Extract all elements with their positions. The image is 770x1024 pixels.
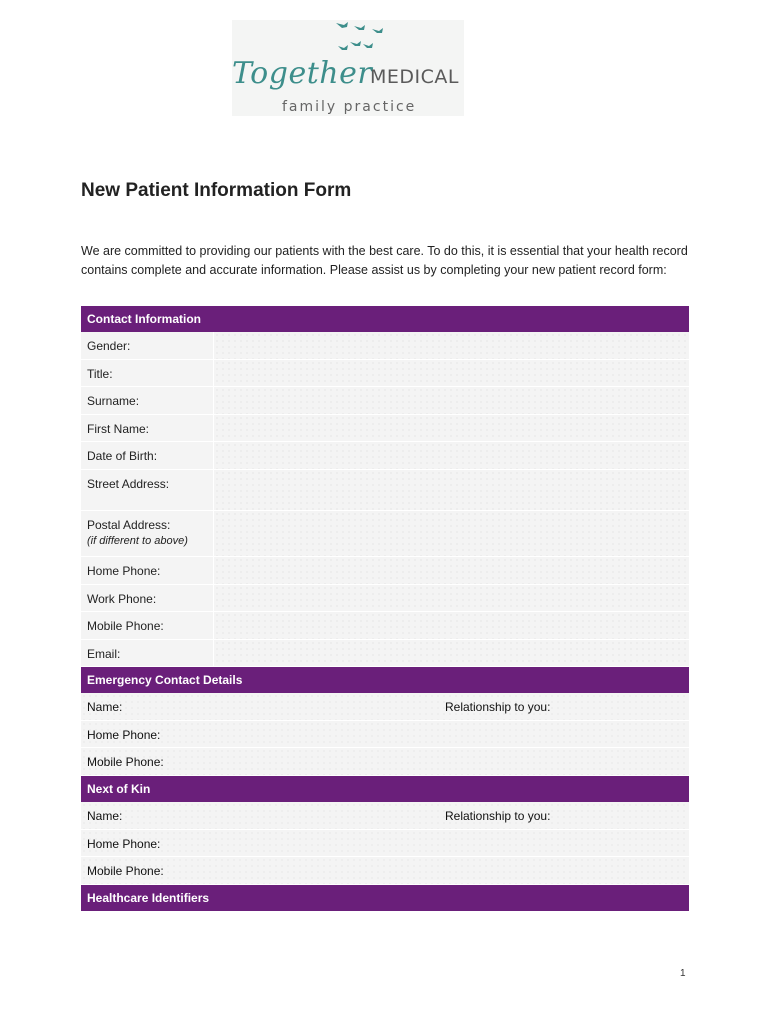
kin-mobile-phone-row[interactable] [81,857,689,885]
logo-brand: MEDICAL [370,66,459,88]
street-field[interactable] [214,470,689,510]
section-header-healthcare: Healthcare Identifiers [81,885,689,911]
postal-label-cell [81,511,214,556]
email-row [81,640,689,667]
postal-row [81,511,689,557]
emergency-name-row[interactable] [81,693,689,721]
street-row [81,470,689,511]
dob-row [81,442,689,470]
page-number: 1 [680,968,686,979]
birds-icon [332,20,402,54]
dob-field[interactable] [214,442,689,469]
home-phone-field[interactable] [214,557,689,584]
patient-form [81,306,689,911]
emergency-mobile-phone-row[interactable] [81,748,689,776]
surname-field[interactable] [214,387,689,414]
emergency-mobile-phone-label: Mobile Phone: [87,755,164,769]
gender-label: Gender: [81,332,214,359]
home-phone-row [81,557,689,585]
section-header-contact: Contact Information [81,306,689,332]
emergency-relationship-label: Relationship to you: [445,700,551,714]
emergency-home-phone-row[interactable] [81,721,689,748]
emergency-name-label: Name: [87,700,123,714]
work-phone-row [81,585,689,612]
surname-row [81,387,689,415]
page-title: New Patient Information Form [81,180,352,201]
street-label: Street Address: [81,470,214,510]
kin-name-row[interactable] [81,802,689,830]
work-phone-label: Work Phone: [81,585,214,611]
postal-note: (if different to above) [87,535,188,547]
email-field[interactable] [214,640,689,666]
gender-field[interactable] [214,332,689,359]
section-header-emergency: Emergency Contact Details [81,667,689,693]
postal-label: Postal Address: [87,518,171,532]
gender-row [81,332,689,360]
dob-label: Date of Birth: [81,442,214,469]
practice-logo [232,20,464,116]
mobile-phone-row [81,612,689,640]
first-name-label: First Name: [81,415,214,441]
home-phone-label: Home Phone: [81,557,214,584]
email-label: Email: [81,640,214,666]
first-name-row [81,415,689,442]
kin-home-phone-label: Home Phone: [87,837,161,851]
title-label: Title: [81,360,214,386]
kin-name-label: Name: [87,809,123,823]
first-name-field[interactable] [214,415,689,441]
intro-text: We are committed to providing our patients with the best care. To do this, it is essential that your health record contains complete and accurate information. Please assist us by completing your new patient record form: [81,244,688,277]
kin-home-phone-row[interactable] [81,830,689,857]
title-row [81,360,689,387]
section-header-kin: Next of Kin [81,776,689,802]
logo-subtitle: family practice [282,99,417,115]
work-phone-field[interactable] [214,585,689,611]
emergency-home-phone-label: Home Phone: [87,728,161,742]
kin-relationship-label: Relationship to you: [445,809,551,823]
kin-mobile-phone-label: Mobile Phone: [87,864,164,878]
mobile-phone-field[interactable] [214,612,689,639]
surname-label: Surname: [81,387,214,414]
logo-script: Together [232,56,373,91]
title-field[interactable] [214,360,689,386]
mobile-phone-label: Mobile Phone: [81,612,214,639]
postal-field[interactable] [214,511,689,556]
